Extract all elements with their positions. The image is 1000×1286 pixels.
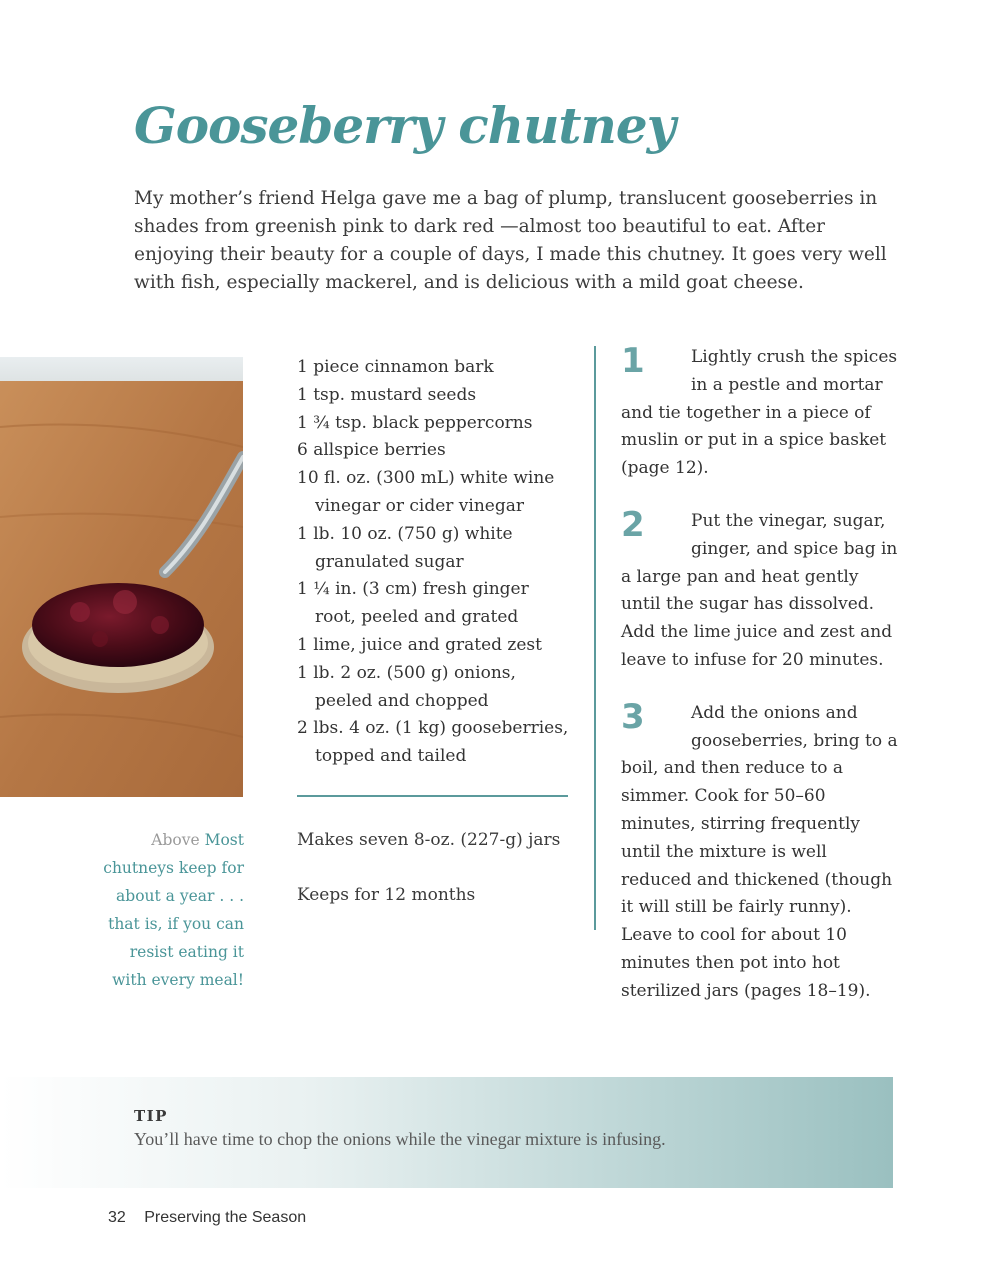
tip-title: TIP	[134, 1107, 168, 1125]
book-title: Preserving the Season	[144, 1209, 307, 1226]
photo-caption	[98, 826, 244, 994]
ingredient-item: 1 lb. 10 oz. (750 g) white granulated sugar	[297, 523, 513, 572]
ingredient-item: 1 lime, juice and grated zest	[297, 634, 542, 655]
method-steps	[621, 341, 901, 1031]
caption-text: Most chutneys keep for about a year . . . that is, if you can resist eating it with every meal!	[103, 831, 244, 989]
ingredient-item: 1 piece cinnamon bark	[297, 357, 494, 377]
page-footer	[108, 1209, 306, 1227]
ingredient-item: 1 ¾ tsp. black peppercorns	[297, 412, 533, 433]
chutney-spoon-photo	[0, 357, 243, 797]
page-number: 32	[108, 1209, 126, 1226]
caption-lead: Above	[151, 831, 200, 849]
step-1	[621, 341, 901, 483]
ingredient-list	[297, 354, 572, 771]
step-text: Add the onions and gooseberries, bring to a boil, and then reduce to a simmer. Cook for 50–60 minutes, stirring frequently until the mixture is well reduced and thickened (though it will still be fairly runny). Leave to cool for about 10 minutes then pot into hot sterilized jars (pages 18–19).	[621, 702, 898, 1001]
step-2	[621, 504, 901, 675]
tip-text: You’ll have time to chop the onions while the vinegar mixture is infusing.	[134, 1129, 666, 1149]
ingredient-item: 1 lb. 2 oz. (500 g) onions, peeled and chopped	[297, 662, 516, 711]
step-number: 2	[621, 504, 645, 545]
ingredient-item: 1 ¼ in. (3 cm) fresh ginger root, peeled and grated	[297, 579, 529, 628]
step-text: Lightly crush the spices in a pestle and mortar and tie together in a piece of muslin or put in a spice basket (page 12).	[621, 347, 898, 479]
ingredient-item: 10 fl. oz. (300 mL) white wine vinegar or cider vinegar	[297, 468, 555, 516]
step-number: 1	[621, 341, 645, 381]
ingredients-divider	[297, 795, 568, 797]
recipe-title: Gooseberry chutney	[134, 96, 675, 155]
column-divider	[594, 346, 596, 930]
keeps-text: Keeps for 12 months	[297, 885, 476, 905]
step-3	[621, 696, 901, 1006]
ingredient-item: 2 lbs. 4 oz. (1 kg) gooseberries, topped and tailed	[297, 718, 569, 767]
step-number: 3	[621, 696, 645, 737]
intro-paragraph: My mother’s friend Helga gave me a bag of plump, translucent gooseberries in shades from greenish pink to dark red —almost too beautiful to eat. After enjoying their beauty for a couple of days, I made this chutney. It goes very well with fish, especially mackerel, and is delicious with a mild goat cheese.	[134, 188, 887, 293]
step-text: Put the vinegar, sugar, ginger, and spice bag in a large pan and heat gently until the sugar has dissolved. Add the lime juice and zest and leave to infuse for 20 minutes.	[621, 510, 898, 670]
ingredient-item: 1 tsp. mustard seeds	[297, 384, 477, 405]
ingredient-item: 6 allspice berries	[297, 440, 446, 461]
yield-text: Makes seven 8-oz. (227-g) jars	[297, 830, 561, 850]
